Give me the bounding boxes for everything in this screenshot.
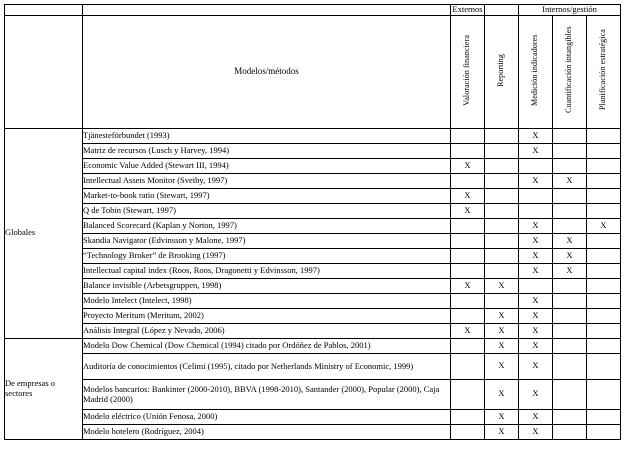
method-cell: Modelo Intelect (Intelect, 1998): [83, 293, 451, 308]
method-cell: Modelo Dow Chemical (Dow Chemical (1994) citado por Ordóñez de Pablos, 2001): [83, 338, 451, 353]
mark-cell: [485, 218, 519, 233]
mark-cell: X: [519, 338, 553, 353]
mark-cell: X: [519, 263, 553, 278]
mark-cell: X: [519, 424, 553, 439]
mark-cell: [519, 278, 553, 293]
table-row: [5, 188, 621, 203]
header-col-medicion-indicadores-label: Medición indicadores: [530, 34, 540, 107]
mark-cell: X: [519, 218, 553, 233]
method-cell: Auditoría de conocimientos (Celimi (1995), citado por Netherlands Ministry of Economic, 1999): [83, 353, 451, 379]
header-spacer-left-2: [5, 15, 83, 128]
mark-cell: [587, 173, 621, 188]
mark-cell: [553, 353, 587, 379]
mark-cell: [485, 233, 519, 248]
mark-cell: [587, 203, 621, 218]
method-cell: Q de Tobin (Stewart, 1997): [83, 203, 451, 218]
table-row: [5, 263, 621, 278]
header-group-externos: Externos: [452, 4, 483, 14]
method-cell: Matriz de recursos (Lusch y Harvey, 1994): [83, 143, 451, 158]
mark-cell: [553, 379, 587, 409]
mark-cell: X: [519, 248, 553, 263]
header-spacer-title: [83, 5, 451, 16]
mark-cell: [553, 424, 587, 439]
table-row: [5, 353, 621, 379]
mark-cell: [587, 424, 621, 439]
mark-cell: [451, 409, 485, 424]
mark-cell: [485, 203, 519, 218]
mark-cell: X: [519, 353, 553, 379]
mark-cell: X: [485, 353, 519, 379]
table-row: [5, 293, 621, 308]
mark-cell: [553, 143, 587, 158]
method-cell: Intellectual Assets Monitor (Sveiby, 1997): [83, 173, 451, 188]
mark-cell: [587, 128, 621, 143]
header-col-planificacion-estrategica-label: Planificación estratégica: [598, 29, 608, 111]
header-group-internos: Internos/gestión: [519, 5, 621, 16]
mark-cell: X: [485, 409, 519, 424]
mark-cell: [587, 143, 621, 158]
table-row: [5, 424, 621, 439]
mark-cell: [451, 424, 485, 439]
mark-cell: X: [553, 248, 587, 263]
table-row: [5, 173, 621, 188]
method-cell: Modelo eléctrico (Unión Fenosa, 2000): [83, 409, 451, 424]
table-row: [5, 218, 621, 233]
mark-cell: [553, 203, 587, 218]
header-col-cuantificacion-intangibles: [553, 15, 587, 128]
table-row: [5, 409, 621, 424]
mark-cell: [451, 293, 485, 308]
mark-cell: [587, 338, 621, 353]
method-cell: Proyecto Meritum (Meritum, 2002): [83, 308, 451, 323]
mark-cell: X: [519, 143, 553, 158]
mark-cell: X: [519, 379, 553, 409]
table-row: [5, 308, 621, 323]
table-row: [5, 278, 621, 293]
table-row: [5, 248, 621, 263]
mark-cell: X: [553, 233, 587, 248]
mark-cell: X: [485, 323, 519, 338]
mark-cell: [587, 353, 621, 379]
mark-cell: [451, 233, 485, 248]
table-row: [5, 143, 621, 158]
mark-cell: [587, 248, 621, 263]
mark-cell: [485, 263, 519, 278]
mark-cell: [553, 278, 587, 293]
mark-cell: [553, 323, 587, 338]
method-cell: Análisis Integral (López y Nevado, 2006): [83, 323, 451, 338]
mark-cell: [485, 188, 519, 203]
mark-cell: [451, 338, 485, 353]
header-col-valoracion-financiera-label: Valoración financiera: [462, 34, 472, 106]
mark-cell: X: [485, 308, 519, 323]
mark-cell: [587, 263, 621, 278]
table-row: [5, 203, 621, 218]
method-cell: Modelos bancarios: Bankinter (2000-2010), BBVA (1998-2010), Santander (2000), Popular (2000), Caja Madrid (2000): [83, 379, 451, 409]
header-spacer-left: [5, 5, 83, 16]
mark-cell: X: [519, 233, 553, 248]
header-col-cuantificacion-intangibles-label: Cuantificación intangibles: [564, 26, 574, 114]
mark-cell: [451, 353, 485, 379]
mark-cell: [485, 173, 519, 188]
mark-cell: [553, 158, 587, 173]
method-cell: Tjänesteförbundet (1993): [83, 128, 451, 143]
header-col-valoracion-financiera: [451, 15, 485, 128]
mark-cell: [587, 323, 621, 338]
table-row: [5, 379, 621, 409]
mark-cell: [587, 233, 621, 248]
table-row: [5, 128, 621, 143]
mark-cell: X: [451, 278, 485, 293]
mark-cell: [553, 218, 587, 233]
header-col-reporting: [485, 15, 519, 128]
mark-cell: [587, 188, 621, 203]
method-cell: Balance invisible (Arbetsgruppen, 1998): [83, 278, 451, 293]
mark-cell: [451, 128, 485, 143]
mark-cell: X: [553, 173, 587, 188]
models-methods-table: [4, 4, 621, 440]
mark-cell: X: [485, 379, 519, 409]
mark-cell: [553, 308, 587, 323]
method-cell: Intellectual capital index (Roos, Roos, Dragonetti y Edvinsson, 1997): [83, 263, 451, 278]
mark-cell: [451, 379, 485, 409]
mark-cell: X: [451, 203, 485, 218]
mark-cell: X: [553, 263, 587, 278]
mark-cell: X: [485, 338, 519, 353]
method-cell: Market-to-book ratio (Stewart, 1997): [83, 188, 451, 203]
mark-cell: [451, 308, 485, 323]
header-columns-row: [5, 15, 621, 128]
header-group-row: [5, 5, 621, 16]
mark-cell: X: [519, 308, 553, 323]
mark-cell: [451, 263, 485, 278]
table-row: [5, 338, 621, 353]
method-cell: Balanced Scorecard (Kaplan y Norton, 1997): [83, 218, 451, 233]
mark-cell: [553, 293, 587, 308]
mark-cell: [485, 293, 519, 308]
mark-cell: [519, 158, 553, 173]
mark-cell: [485, 143, 519, 158]
mark-cell: [587, 409, 621, 424]
header-col-medicion-indicadores: [519, 15, 553, 128]
mark-cell: [553, 409, 587, 424]
mark-cell: X: [485, 424, 519, 439]
mark-cell: X: [519, 128, 553, 143]
table-row: [5, 233, 621, 248]
mark-cell: [451, 218, 485, 233]
mark-cell: [587, 293, 621, 308]
mark-cell: [587, 278, 621, 293]
mark-cell: X: [485, 278, 519, 293]
mark-cell: [553, 188, 587, 203]
header-col-reporting-label: Reporting: [496, 53, 506, 87]
header-row-title: Modelos/métodos: [83, 15, 451, 128]
mark-cell: X: [587, 218, 621, 233]
mark-cell: [553, 128, 587, 143]
mark-cell: X: [519, 173, 553, 188]
table-row: [5, 323, 621, 338]
table-row: [5, 158, 621, 173]
method-cell: “Technology Broker” de Brooking (1997): [83, 248, 451, 263]
mark-cell: [485, 158, 519, 173]
method-cell: Skandia Navigator (Edvinsson y Malone, 1997): [83, 233, 451, 248]
mark-cell: X: [451, 323, 485, 338]
mark-cell: [587, 308, 621, 323]
group-label-globales: Globales: [5, 128, 83, 338]
group-label-de-empresas-o-sectores: De empresas o sectores: [5, 338, 83, 439]
mark-cell: [485, 128, 519, 143]
mark-cell: X: [519, 409, 553, 424]
mark-cell: [451, 143, 485, 158]
mark-cell: [553, 338, 587, 353]
mark-cell: X: [519, 323, 553, 338]
mark-cell: X: [451, 158, 485, 173]
mark-cell: [451, 173, 485, 188]
mark-cell: [587, 158, 621, 173]
mark-cell: [519, 203, 553, 218]
method-cell: Economic Value Added (Stewart III, 1994): [83, 158, 451, 173]
mark-cell: [485, 248, 519, 263]
header-col-planificacion-estrategica: [587, 15, 621, 128]
mark-cell: [451, 248, 485, 263]
mark-cell: [519, 188, 553, 203]
method-cell: Modelo hotelero (Rodríguez, 2004): [83, 424, 451, 439]
mark-cell: X: [451, 188, 485, 203]
mark-cell: X: [519, 293, 553, 308]
header-externos-filler: [485, 5, 519, 16]
mark-cell: [587, 379, 621, 409]
